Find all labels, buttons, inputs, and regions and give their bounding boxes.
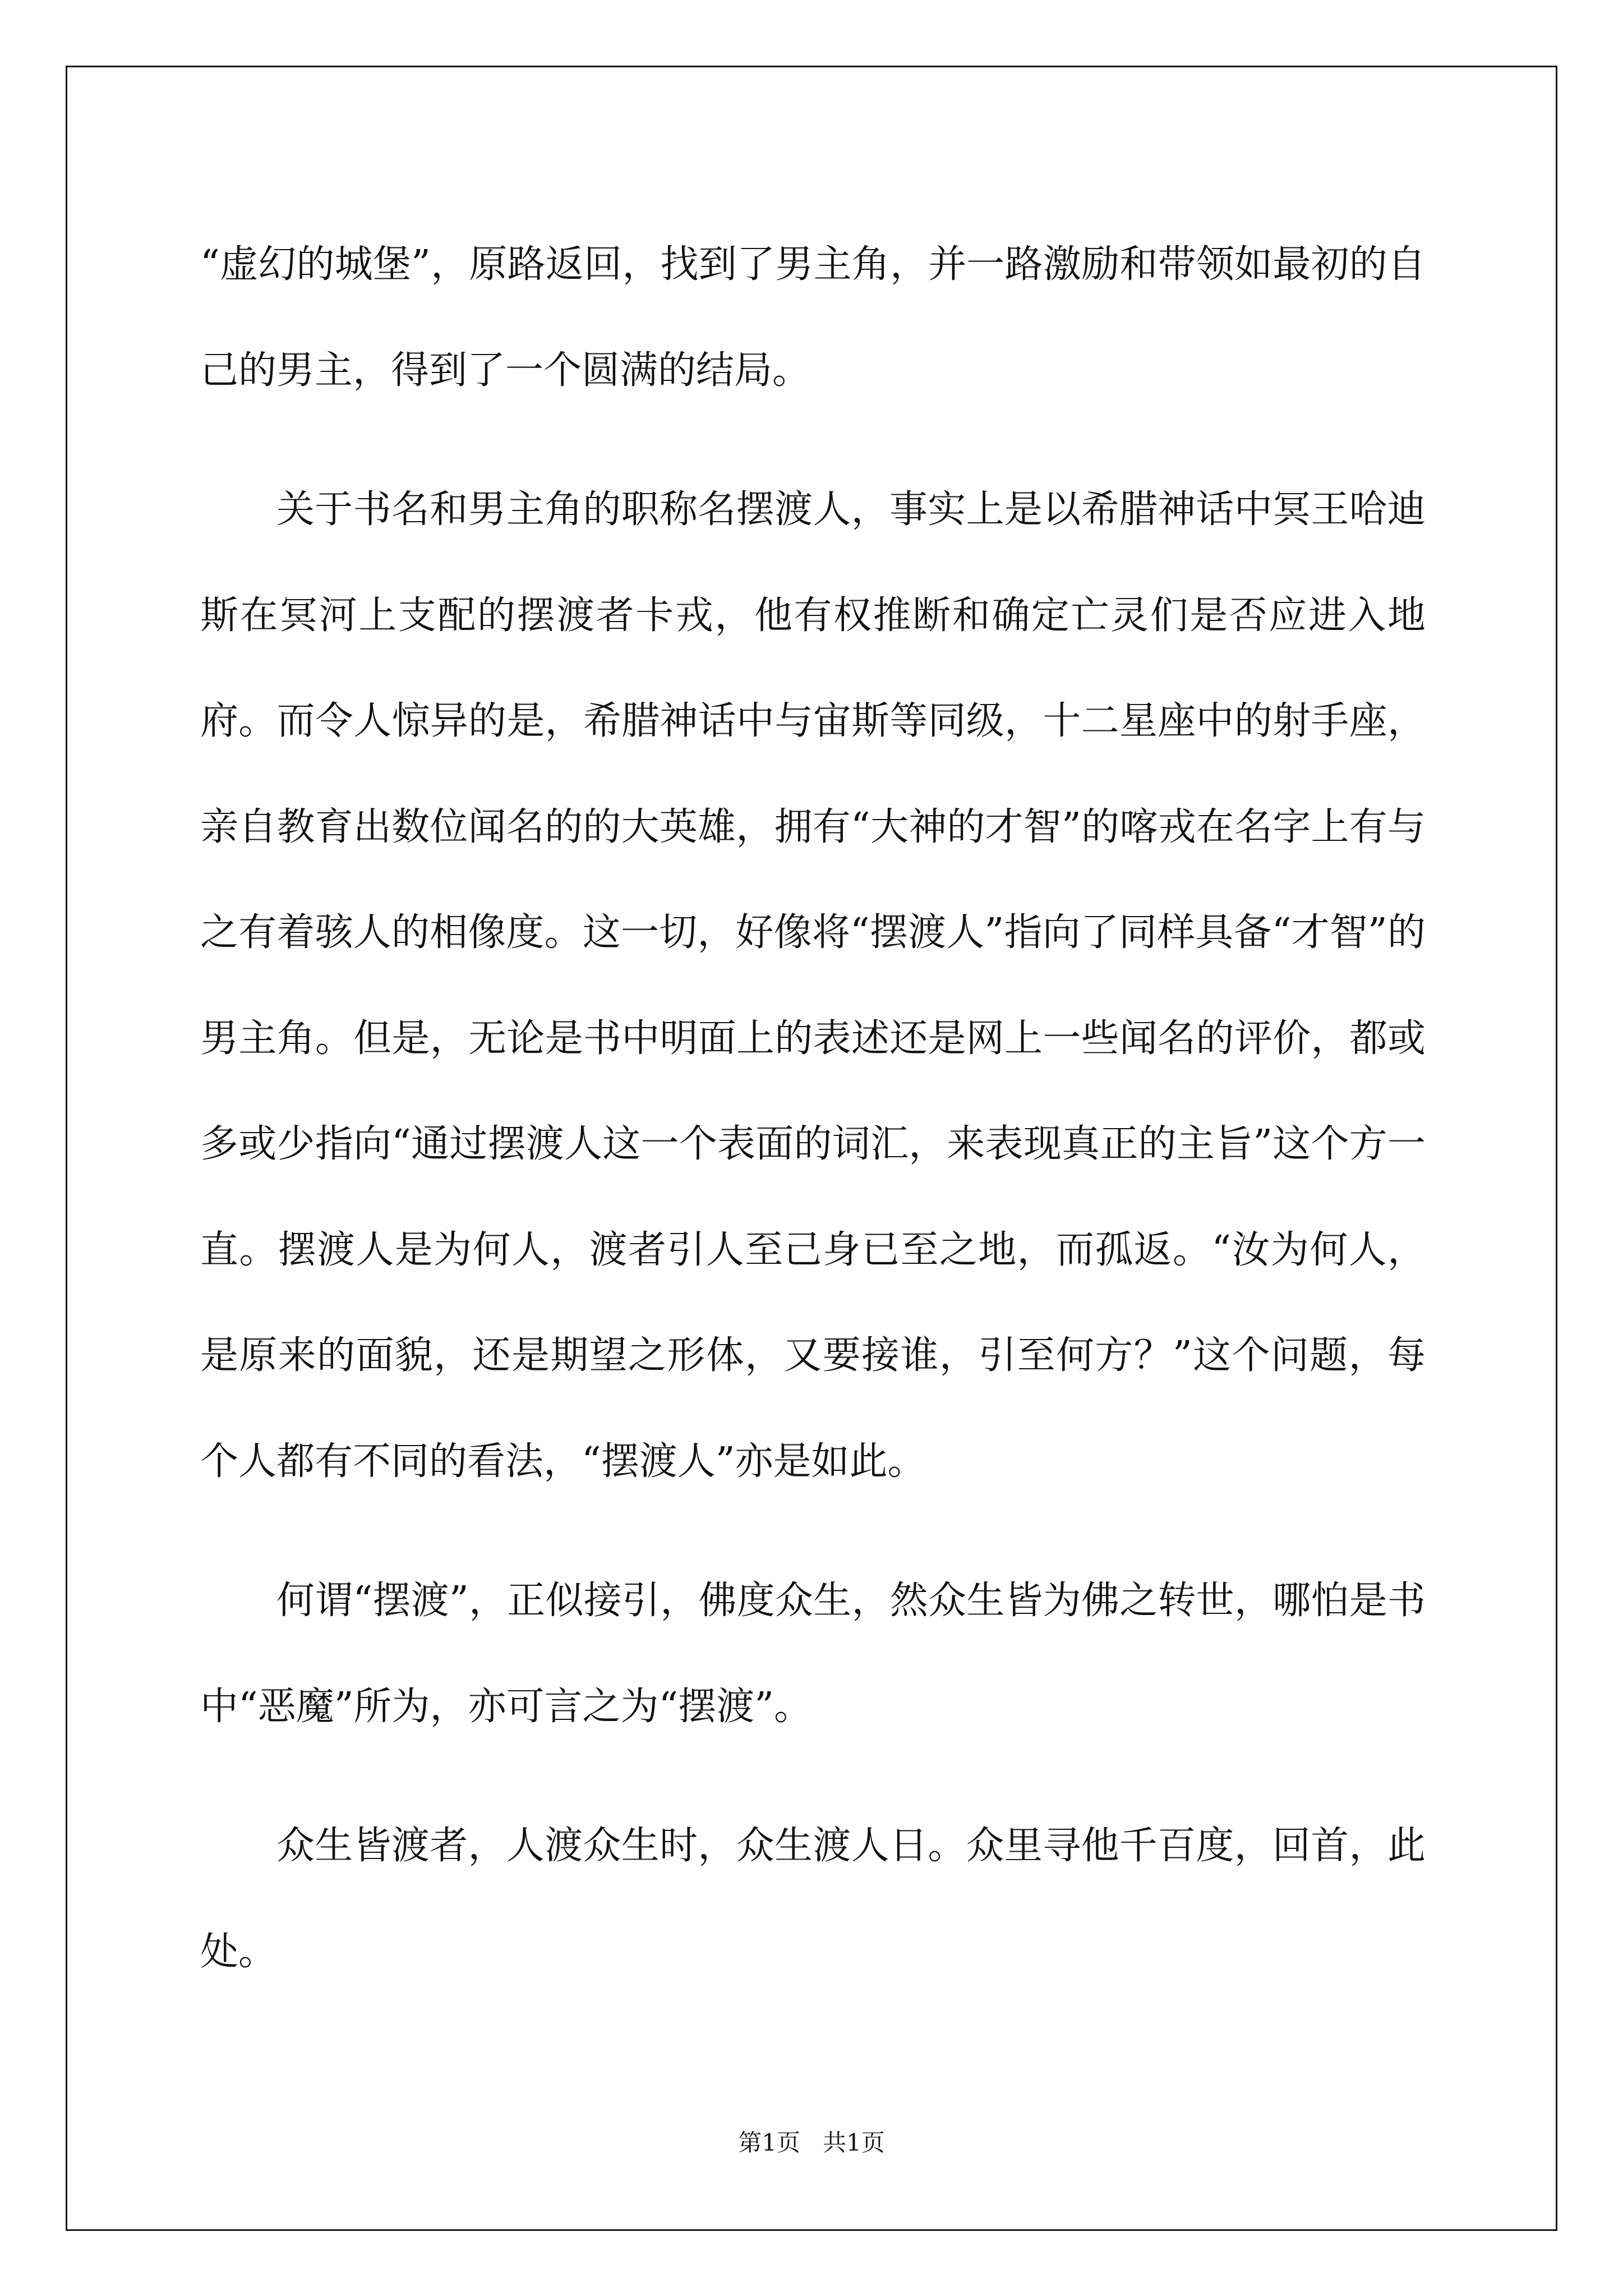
page-total: 共1页 [823, 2129, 885, 2156]
paragraph: 关于书名和男主角的职称名摆渡人，事实上是以希腊神话中冥王哈迪斯在冥河上支配的摆渡者卡戎，他有权推断和确定亡灵们是否应进入地府。而令人惊异的是，希腊神话中与宙斯等同级，十二星座中的射手座，亲自教育出数位闻名的的大英雄，拥有“大神的才智”的喀戎在名字上有与之有着骇人的相像度。这一切，好像将“摆渡人”指向了同样具备“才智”的男主角。但是，无论是书中明面上的表述还是网上一些闻名的评价，都或多或少指向“通过摆渡人这一个表面的词汇，来表现真正的主旨”这个方一直。摆渡人是为何人，渡者引人至己身已至之地，而孤返。“汝为何人，是原来的面貌，还是期望之形体，又要接谁，引至何方？”这个问题，每个人都有不同的看法，“摆渡人”亦是如此。 [200, 487, 1426, 1484]
page-footer [0, 2129, 1623, 2157]
paragraph: 何谓“摆渡”，正似接引，佛度众生，然众生皆为佛之转世，哪怕是书中“恶魔”所为，亦可言之为“摆渡”。 [200, 1579, 1426, 1729]
paragraph: “虚幻的城堡”，原路返回，找到了男主角，并一路激励和带领如最初的自己的男主，得到了一个圆满的结局。 [200, 242, 1426, 393]
document-body [200, 212, 1426, 2039]
page-number: 第1页 [738, 2129, 800, 2156]
paragraph: 众生皆渡者，人渡众生时，众生渡人日。众里寻他千百度，回首，此处。 [200, 1824, 1426, 1974]
